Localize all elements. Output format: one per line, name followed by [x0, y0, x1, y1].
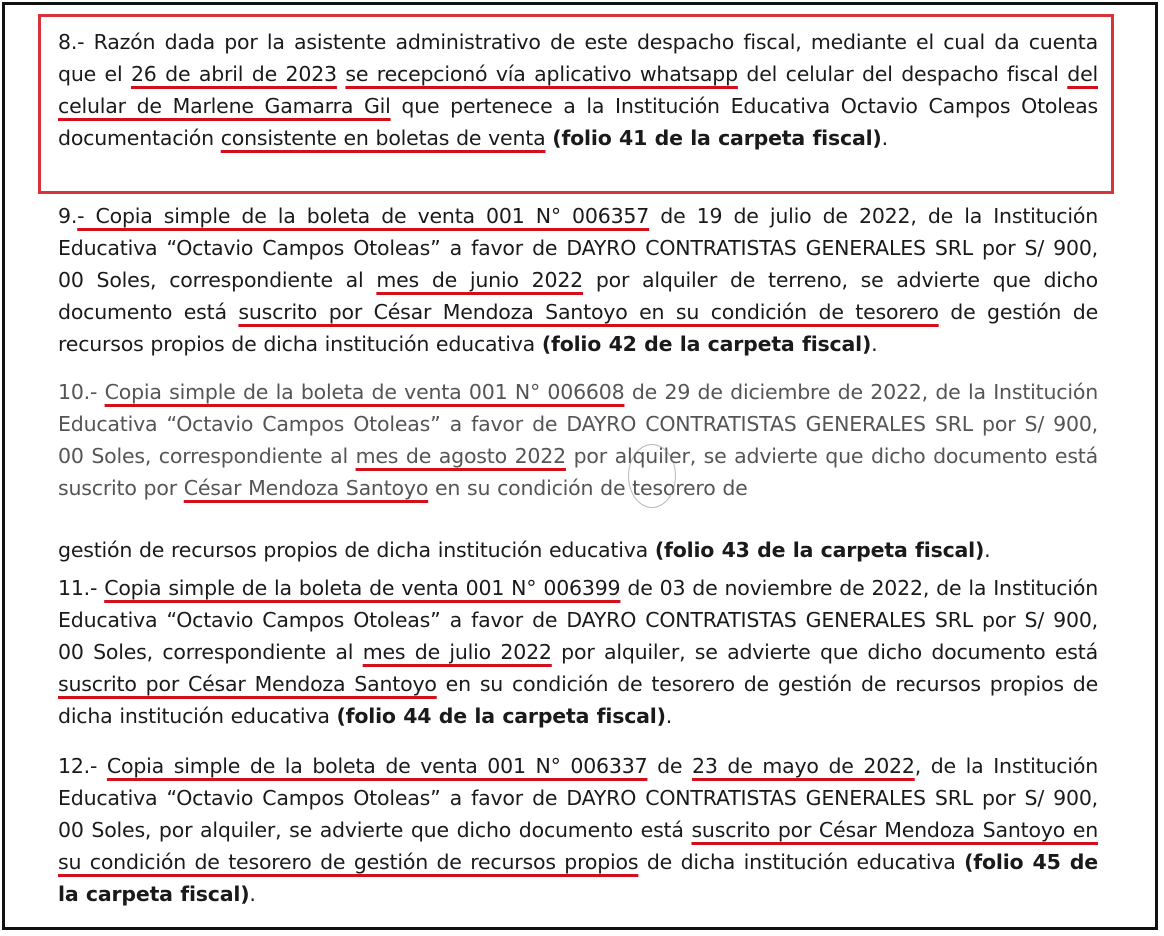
- underlined-text: mes de junio 2022: [376, 268, 584, 292]
- text: del celular del despacho fiscal: [737, 62, 1068, 86]
- paragraph-12: [58, 750, 1098, 910]
- underlined-date: 26 de abril de 2023: [130, 62, 337, 86]
- text: de 29 de diciembre de 2022, de la Institución Educativa “Octavio Campos Otoleas” a favor de DAYRO CONTRATISTAS GENERALES SRL por S/ 900, 00 Soles, correspondiente al: [58, 380, 1099, 468]
- underlined-text: se recepcionó vía aplicativo whatsapp: [345, 62, 738, 86]
- text: en su condición de tesorero de: [428, 476, 748, 500]
- folio-reference: (folio 41 de la carpeta fiscal): [552, 126, 882, 150]
- underlined-date: 23 de mayo de 2022: [692, 754, 915, 778]
- underlined-text: Copia simple de la boleta de venta 001 N° 006399: [104, 576, 621, 600]
- text: por alquiler, se advierte que dicho documento está: [551, 640, 1098, 664]
- text: 12.-: [58, 754, 107, 778]
- stamp-mark: [628, 444, 676, 508]
- text: 8.- Razón dada por la asistente administrativo de este despacho fiscal, mediante el cual da cuenta que el: [58, 30, 1098, 86]
- text: 10.-: [58, 380, 105, 404]
- paragraph-8: [58, 26, 1098, 154]
- paragraph-10-continued: [58, 534, 1098, 566]
- underlined-text: - Copia simple de la boleta de venta 001 N° 006357: [77, 204, 650, 228]
- underlined-text: Copia simple de la boleta de venta 001 N° 006608: [104, 380, 625, 404]
- text: .: [984, 538, 991, 562]
- folio-reference: (folio 42 de la carpeta fiscal): [541, 332, 872, 356]
- folio-reference: (folio 43 de la carpeta fiscal): [654, 538, 985, 562]
- folio-reference: (folio 44 de la carpeta fiscal): [336, 704, 666, 728]
- text: gestión de recursos propios de dicha institución educativa: [58, 538, 655, 562]
- underlined-text: suscrito por César Mendoza Santoyo: [58, 672, 437, 696]
- paragraph-11: [58, 572, 1098, 732]
- paragraph-10: [58, 376, 1098, 504]
- text: .: [881, 126, 888, 150]
- text: por alquiler de terreno, se advierte que dicho documento está: [58, 268, 1098, 324]
- text: 11.-: [58, 576, 105, 600]
- underlined-text: César Mendoza Santoyo: [183, 476, 429, 500]
- folio-reference: (folio 45 de la carpeta fiscal): [58, 850, 1098, 906]
- text: en su condición de tesorero de gestión de recursos propios de dicha institución educativa: [58, 672, 1098, 728]
- underlined-text: suscrito por César Mendoza Santoyo en su condición de tesorero: [238, 300, 939, 324]
- underlined-text: del celular de Marlene Gamarra Gil: [58, 62, 1098, 118]
- text: .: [871, 332, 878, 356]
- text: de: [647, 754, 693, 778]
- text: por alquiler, se advierte que dicho documento está suscrito por: [58, 444, 1098, 500]
- underlined-text: suscrito por César Mendoza Santoyo en su condición de tesorero de gestión de recursos propios: [58, 818, 1098, 874]
- text: de 19 de julio de 2022, de la Institución Educativa “Octavio Campos Otoleas” a favor de DAYRO CONTRATISTAS GENERALES SRL por S/ 900, 00 Soles, correspondiente al: [58, 204, 1098, 292]
- text: 9.: [58, 204, 78, 228]
- underlined-text: mes de agosto 2022: [355, 444, 566, 468]
- text: que pertenece a la Institución Educativa Octavio Campos Otoleas documentación: [58, 94, 1098, 150]
- text: de gestión de recursos propios de dicha institución educativa: [58, 300, 1099, 356]
- text: , de la Institución Educativa “Octavio Campos Otoleas” a favor de DAYRO CONTRATISTAS GENERALES SRL por S/ 900, 00 Soles, por alquiler, se advierte que dicho documento está: [58, 754, 1098, 842]
- underlined-text: mes de julio 2022: [362, 640, 552, 664]
- underlined-text: Copia simple de la boleta de venta 001 N° 006337: [106, 754, 648, 778]
- text: de dicha institución educativa: [638, 850, 965, 874]
- underlined-text: consistente en boletas de venta: [220, 126, 546, 150]
- paragraph-9: [58, 200, 1098, 360]
- text: .: [249, 882, 256, 906]
- text: .: [665, 704, 673, 728]
- text: de 03 de noviembre de 2022, de la Institución Educativa “Octavio Campos Otoleas” a favor de DAYRO CONTRATISTAS GENERALES SRL por S/ 900, 00 Soles, correspondiente al: [58, 576, 1098, 664]
